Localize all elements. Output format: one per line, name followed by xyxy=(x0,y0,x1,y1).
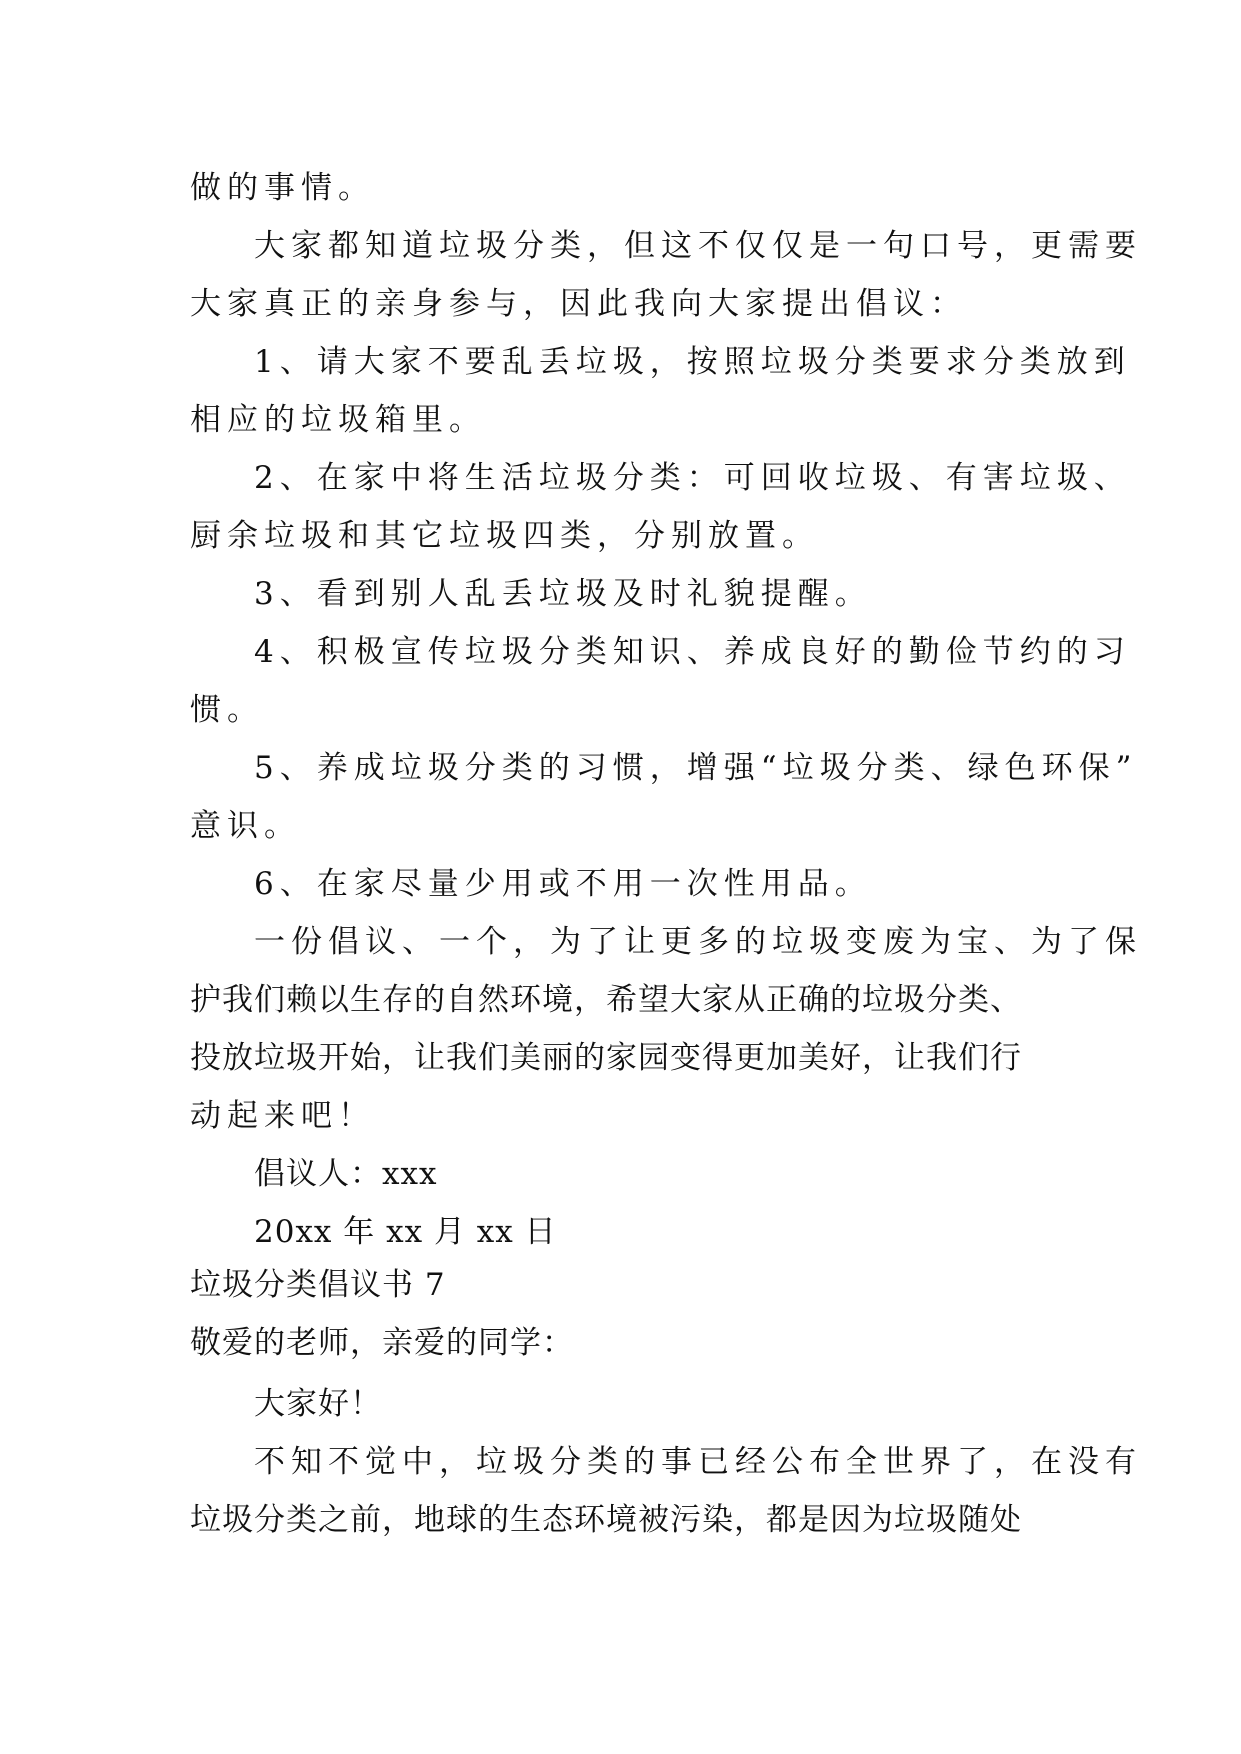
paragraph-line: 大家都知道垃圾分类，但这不仅仅是一句口号，更需要 xyxy=(254,228,1142,264)
paragraph-line: 投放垃圾开始，让我们美丽的家园变得更加美好，让我们行 xyxy=(190,1040,1022,1076)
paragraph-line: 大家真正的亲身参与，因此我向大家提出倡议： xyxy=(190,286,967,322)
paragraph-line: 4、积极宣传垃圾分类知识、养成良好的勤俭节约的习 xyxy=(254,634,1131,670)
greeting-line: 大家好！ xyxy=(254,1386,382,1422)
paragraph-line: 5、养成垃圾分类的习惯，增强“垃圾分类、绿色环保” xyxy=(254,750,1138,786)
paragraph-line: 2、在家中将生活垃圾分类：可回收垃圾、有害垃圾、 xyxy=(254,460,1131,496)
paragraph-line: 相应的垃圾箱里。 xyxy=(190,402,486,438)
paragraph-line: 意识。 xyxy=(190,808,301,844)
paragraph-line: 垃圾分类之前，地球的生态环境被污染，都是因为垃圾随处 xyxy=(190,1502,1022,1538)
paragraph-line: 不知不觉中，垃圾分类的事已经公布全世界了，在没有 xyxy=(254,1444,1142,1480)
paragraph-line: 厨余垃圾和其它垃圾四类，分别放置。 xyxy=(190,518,819,554)
signature-line: 倡议人：xxx xyxy=(254,1156,438,1192)
salutation-line: 敬爱的老师，亲爱的同学： xyxy=(190,1325,574,1361)
paragraph-line: 1、请大家不要乱丢垃圾，按照垃圾分类要求分类放到 xyxy=(254,344,1131,380)
paragraph-line: 动起来吧！ xyxy=(190,1098,375,1134)
paragraph-line: 护我们赖以生存的自然环境，希望大家从正确的垃圾分类、 xyxy=(190,982,1022,1018)
paragraph-line: 6、在家尽量少用或不用一次性用品。 xyxy=(254,866,872,902)
section-title: 垃圾分类倡议书 7 xyxy=(190,1267,446,1303)
paragraph-line: 3、看到别人乱丢垃圾及时礼貌提醒。 xyxy=(254,576,872,612)
date-line: 20xx 年 xx 月 xx 日 xyxy=(254,1214,557,1250)
paragraph-line: 惯。 xyxy=(190,692,264,728)
paragraph-line: 做的事情。 xyxy=(190,170,375,206)
paragraph-line: 一份倡议、一个，为了让更多的垃圾变废为宝、为了保 xyxy=(254,924,1142,960)
